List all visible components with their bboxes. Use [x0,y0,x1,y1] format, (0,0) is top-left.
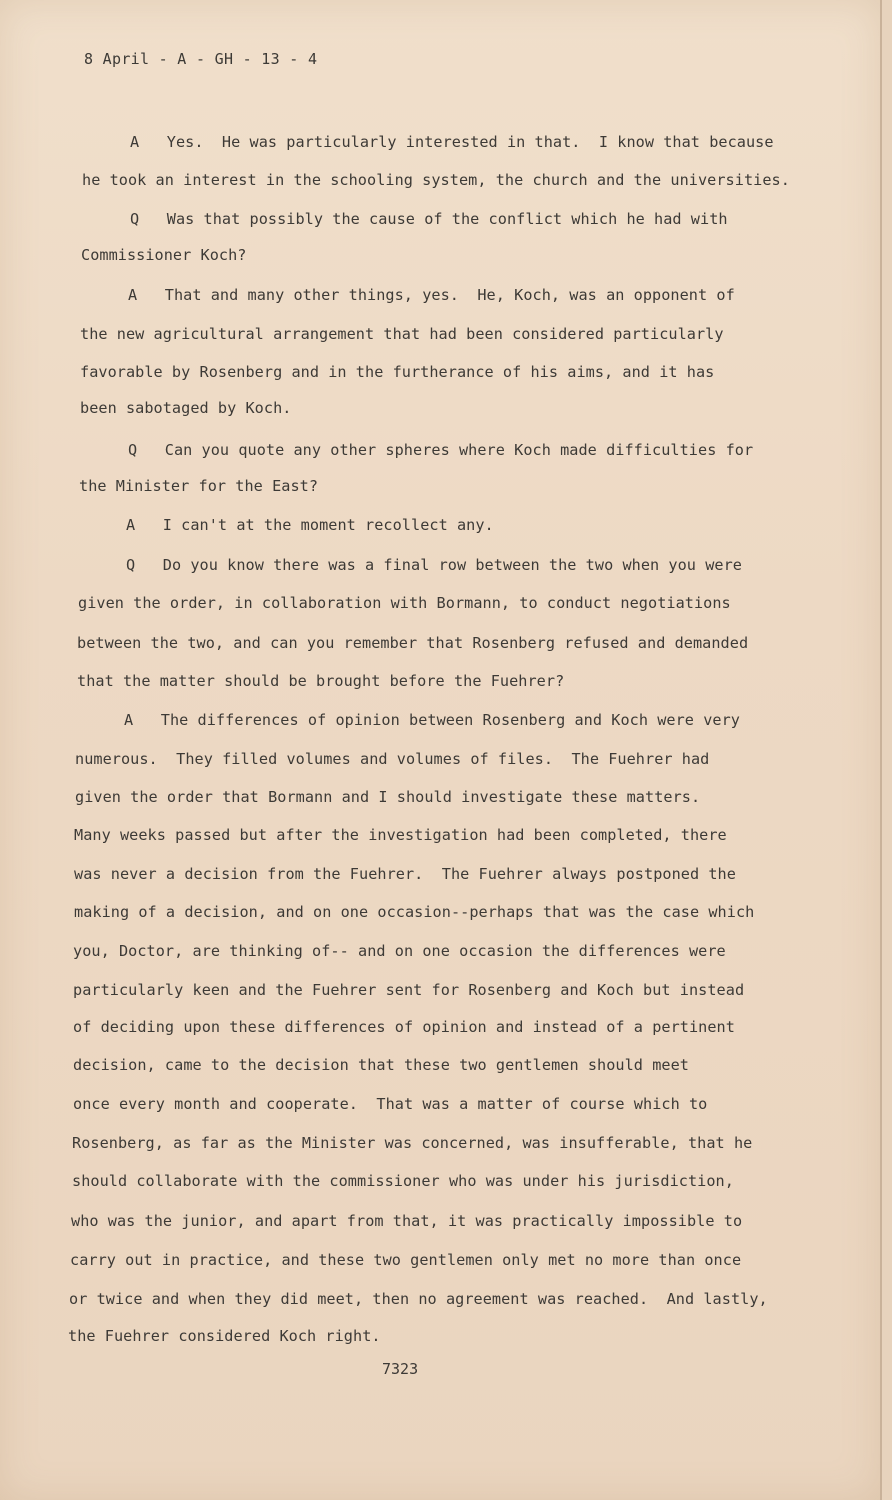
text-line: decision, came to the decision that these two gentlemen should meet [73,1056,689,1074]
text-line: making of a decision, and on one occasion--perhaps that was the case which [74,903,755,921]
text-line: of deciding upon these differences of opinion and instead of a pertinent [73,1018,735,1036]
text-line: A The differences of opinion between Rosenberg and Koch were very [124,711,740,729]
text-line: Q Do you know there was a final row between the two when you were [126,556,742,574]
text-line: particularly keen and the Fuehrer sent for Rosenberg and Koch but instead [73,981,745,999]
text-line: once every month and cooperate. That was a matter of course which to [73,1095,708,1113]
text-line: should collaborate with the commissioner who was under his jurisdiction, [72,1172,734,1190]
text-line: A That and many other things, yes. He, Koch, was an opponent of [128,286,735,304]
text-line: he took an interest in the schooling system, the church and the universities. [82,171,790,189]
text-line: Q Can you quote any other spheres where Koch made difficulties for [128,441,754,459]
text-line: between the two, and can you remember that Rosenberg refused and demanded [77,634,749,652]
text-line: Q Was that possibly the cause of the conflict which he had with [130,210,728,228]
text-line: Rosenberg, as far as the Minister was concerned, was insufferable, that he [72,1134,753,1152]
text-line: that the matter should be brought before the Fuehrer? [77,672,565,690]
text-line: who was the junior, and apart from that, it was practically impossible to [71,1212,743,1230]
text-line: Commissioner Koch? [81,246,247,264]
text-line: A Yes. He was particularly interested in that. I know that because [130,133,774,151]
text-line: was never a decision from the Fuehrer. The Fuehrer always postponed the [74,865,736,883]
text-line: numerous. They filled volumes and volumes of files. The Fuehrer had [75,750,710,768]
text-line: given the order that Bormann and I should investigate these matters. [75,788,701,806]
text-line: or twice and when they did meet, then no agreement was reached. And lastly, [69,1290,768,1308]
text-line: A I can't at the moment recollect any. [126,516,494,534]
text-line: the Minister for the East? [79,477,319,495]
text-line: been sabotaged by Koch. [80,399,292,417]
text-line: Many weeks passed but after the investigation had been completed, there [74,826,727,844]
text-line: the new agricultural arrangement that had been considered particularly [80,325,724,343]
page-header: 8 April - A - GH - 13 - 4 [84,50,318,68]
text-line: the Fuehrer considered Koch right. [68,1327,381,1345]
text-line: you, Doctor, are thinking of-- and on one occasion the differences were [73,942,726,960]
text-line: favorable by Rosenberg and in the furtherance of his aims, and it has [80,363,715,381]
text-line: given the order, in collaboration with Bormann, to conduct negotiations [78,594,731,612]
page-number: 7323 [382,1360,419,1378]
text-line: carry out in practice, and these two gentlemen only met no more than once [70,1251,742,1269]
